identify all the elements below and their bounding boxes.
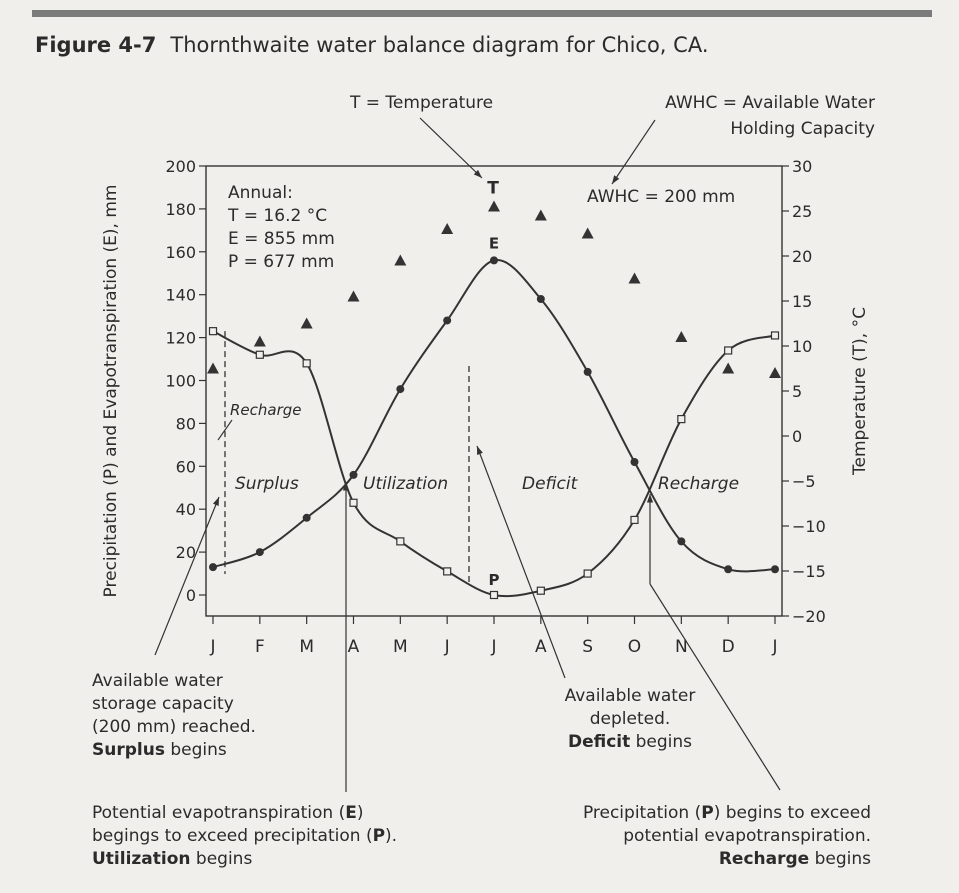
surplus-pointer [155, 497, 219, 655]
annual-summary-line: E = 855 mm [228, 229, 335, 249]
util-l1a: Potential evapotranspiration ( [92, 803, 346, 823]
precipitation-point [725, 347, 732, 354]
zone-label-surplus: Surplus [235, 474, 299, 494]
right-tick-label: 25 [792, 202, 813, 221]
temperature-point [629, 273, 641, 284]
utilization-bold: Utilization [92, 849, 191, 869]
precipitation-point [444, 568, 451, 575]
util-l2c: ). [385, 826, 398, 846]
precipitation-point [491, 592, 498, 599]
surplus-caption [92, 670, 256, 762]
x-tick-label: S [582, 637, 594, 657]
awhc-value: AWHC = 200 mm [587, 187, 736, 207]
x-tick-label: F [254, 637, 265, 657]
x-tick-label: N [674, 637, 688, 657]
surplus-bold: Surplus [92, 740, 165, 760]
temperature-point [582, 228, 594, 239]
precipitation-point [256, 351, 263, 358]
right-tick-label: −5 [792, 472, 816, 491]
temperature-point-label: T [487, 178, 499, 199]
right-tick-label: 10 [792, 337, 813, 356]
precipitation-point [772, 332, 779, 339]
x-tick-label: A [535, 637, 547, 657]
temperature-point [301, 318, 313, 329]
awhc-pointer-head [612, 175, 619, 184]
surplus-rest: begins [164, 740, 227, 760]
evapotranspiration-point [677, 537, 685, 545]
evapotranspiration-point [771, 565, 779, 573]
temperature-pointer [420, 118, 482, 178]
left-tick-label: 100 [165, 371, 196, 391]
temperature-point [254, 336, 266, 347]
evapotranspiration-point [396, 385, 404, 393]
util-l1b: E [345, 803, 357, 823]
figure-number: Figure 4-7 [35, 33, 157, 57]
precipitation-point [210, 328, 217, 335]
right-tick-label: 0 [792, 427, 803, 446]
surplus-caption-line: (200 mm) reached. [92, 717, 256, 737]
right-tick-label: −15 [792, 562, 826, 581]
evapotranspiration-point [537, 295, 545, 303]
annual-summary-line: Annual: [228, 183, 293, 203]
left-tick-label: 40 [175, 500, 196, 520]
legend-temperature: T = Temperature [350, 93, 494, 113]
evapotranspiration-point [631, 458, 639, 466]
legend-awhc-line: Holding Capacity [730, 119, 875, 139]
y-left-label: Precipitation (P) and Evapotranspiration (E), mm [101, 184, 121, 598]
temperature-point [535, 210, 547, 221]
zone-label-recharge: Recharge [230, 401, 302, 419]
deficit-rest: begins [630, 732, 693, 752]
evapotranspiration-point [443, 316, 451, 324]
annual-summary-line: T = 16.2 °C [228, 206, 328, 226]
temperature-point [348, 291, 360, 302]
y-right-label: Temperature (T), °C [850, 307, 870, 475]
rech-l1b: P [701, 803, 714, 823]
temperature-point [441, 223, 453, 234]
awhc-pointer [612, 120, 655, 184]
util-l1c: ) [356, 803, 364, 823]
precipitation-point [584, 570, 591, 577]
rech-l2: potential evapotranspiration. [623, 826, 871, 846]
deficit-bold: Deficit [567, 732, 631, 752]
evapotranspiration-point [350, 471, 358, 479]
temperature-point [488, 201, 500, 212]
temperature-point [722, 363, 734, 374]
right-tick-label: −10 [792, 517, 826, 536]
left-tick-label: 160 [165, 242, 196, 262]
right-tick-label: 30 [792, 157, 813, 176]
x-tick-label: M [392, 637, 408, 657]
deficit-caption-line: depleted. [589, 709, 671, 729]
evapotranspiration-point [584, 368, 592, 376]
deficit-caption [530, 685, 730, 754]
temperature-point [675, 331, 687, 342]
x-tick-label: A [347, 637, 360, 657]
surplus-pointer-head [213, 497, 219, 506]
left-tick-label: 0 [185, 586, 196, 605]
annual-summary-line: P = 677 mm [228, 252, 335, 272]
x-tick-label: J [210, 637, 216, 657]
x-tick-label: O [627, 637, 642, 657]
recharge-bold: Recharge [718, 849, 810, 869]
right-tick-label: 5 [792, 382, 803, 401]
precipitation-point [350, 499, 357, 506]
left-tick-label: 80 [175, 414, 196, 434]
recharge-caption [583, 802, 871, 871]
evapotranspiration-point [303, 514, 311, 522]
evapotranspiration-point [490, 256, 498, 264]
deficit-caption-line: Available water [564, 686, 696, 706]
recharge-rest: begins [809, 849, 871, 869]
precipitation-point [678, 416, 685, 423]
precipitation-line [213, 331, 775, 596]
x-tick-label: J [491, 637, 497, 657]
deficit-pointer-head [477, 446, 483, 455]
surplus-caption-line: storage capacity [92, 694, 234, 714]
left-tick-label: 20 [175, 543, 196, 563]
x-tick-label: D [721, 637, 735, 657]
precipitation-point-label: P [488, 571, 500, 589]
legend-awhc-line: AWHC = Available Water [665, 93, 875, 113]
left-tick-label: 180 [165, 199, 196, 219]
left-tick-label: 140 [165, 285, 196, 305]
zone-label-utilization: Utilization [363, 474, 449, 494]
temperature-point [207, 363, 219, 374]
temperature-point [769, 367, 781, 378]
figure-title-text: Thornthwaite water balance diagram for Chico, CA. [170, 33, 709, 57]
right-tick-label: −20 [792, 607, 826, 626]
utilization-rest: begins [190, 849, 253, 869]
rech-l1c: ) begins to exceed [713, 803, 871, 823]
surplus-caption-line: Available water [92, 671, 223, 691]
precipitation-point [631, 516, 638, 523]
evapotranspiration-point [724, 565, 732, 573]
evapotranspiration-point [256, 548, 264, 556]
precipitation-point [537, 587, 544, 594]
left-tick-label: 120 [165, 328, 196, 348]
rech-l1a: Precipitation ( [582, 803, 702, 823]
util-l2a: begings to exceed precipitation ( [92, 826, 373, 846]
left-tick-label: 60 [175, 457, 196, 477]
precipitation-point [303, 360, 310, 367]
x-tick-label: J [772, 637, 778, 657]
precipitation-point [397, 538, 404, 545]
right-tick-label: 15 [792, 292, 813, 311]
evapotranspiration-point-label: E [488, 234, 500, 253]
zone-label-recharge: Recharge [658, 474, 740, 494]
evapotranspiration-point [209, 563, 217, 571]
x-tick-label: M [299, 637, 315, 657]
util-l2b: P [372, 826, 386, 846]
temperature-point [394, 255, 406, 266]
zone-label-deficit: Deficit [522, 474, 578, 494]
left-tick-label: 200 [165, 157, 196, 176]
right-tick-label: 20 [792, 247, 813, 266]
x-tick-label: J [444, 637, 450, 657]
utilization-caption [92, 802, 397, 871]
